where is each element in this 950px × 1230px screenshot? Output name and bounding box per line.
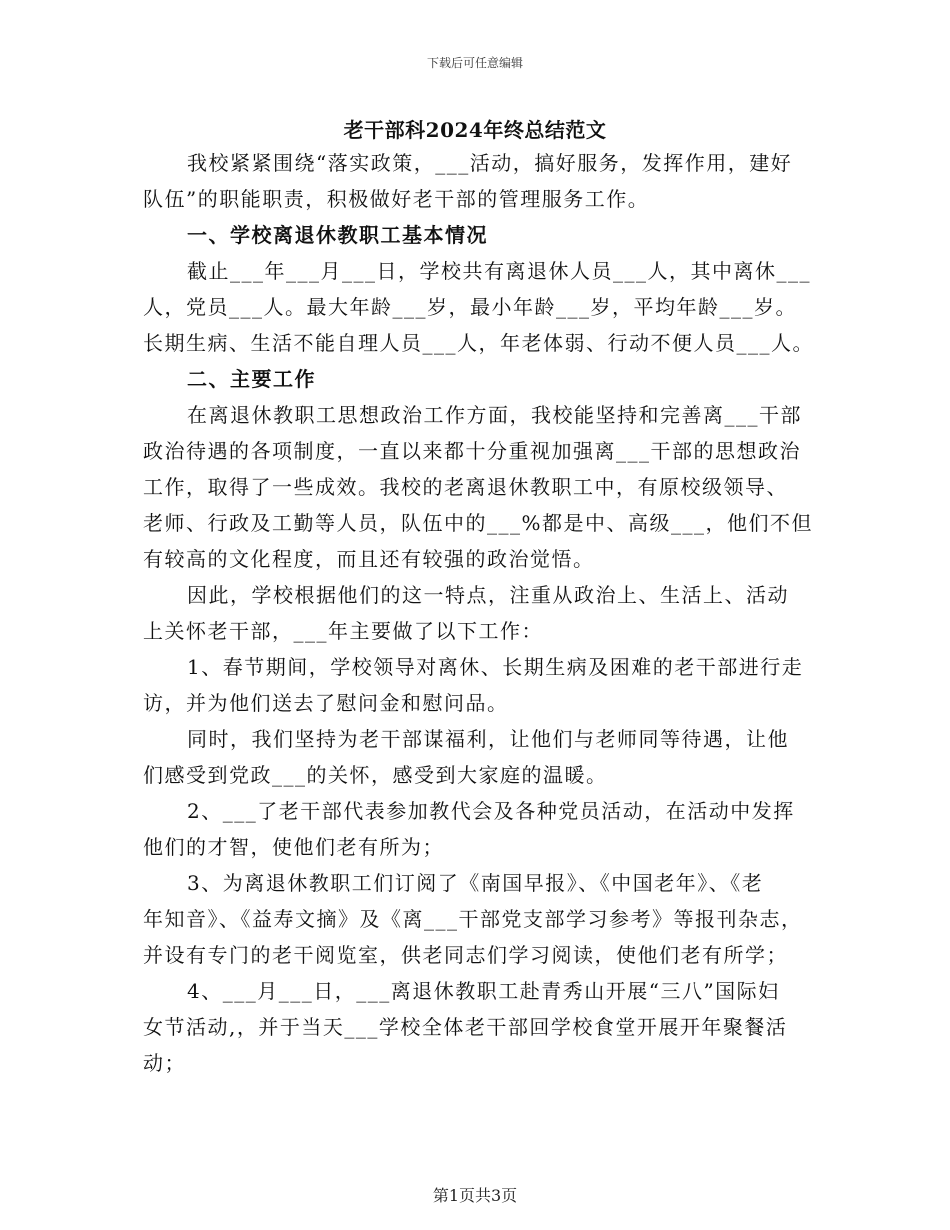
- paragraph-line: 动；: [143, 1051, 186, 1075]
- paragraph-line: 人，党员___人。最大年龄___岁，最小年龄___岁，平均年龄___岁。: [143, 295, 797, 319]
- paragraph-line: 政治待遇的各项制度，一直以来都十分重视加强离___干部的思想政治: [143, 439, 801, 463]
- paragraph-line: 因此，学校根据他们的这一特点，注重从政治上、生活上、活动: [187, 583, 789, 607]
- paragraph-line: 年知音》、《益寿文摘》及《离___干部党支部学习参考》等报刊杂志，: [143, 907, 803, 931]
- paragraph-line: 1、春节期间，学校领导对离休、长期生病及困难的老干部进行走: [187, 655, 804, 679]
- paragraph-line: 们感受到党政___的关怀，感受到大家庭的温暖。: [143, 763, 608, 787]
- document-title: 老干部科2024年终总结范文: [343, 118, 607, 142]
- paragraph-line: 并设有专门的老干阅览室，供老同志们学习阅读，使他们老有所学；: [143, 943, 788, 967]
- section-heading: 一、学校离退休教职工基本情况: [187, 223, 488, 247]
- paragraph-line: 女节活动,，并于当天___学校全体老干部回学校食堂开展开年聚餐活: [143, 1015, 788, 1039]
- paragraph-line: 3、为离退休教职工们订阅了《南国早报》、《中国老年》、《老: [187, 871, 764, 895]
- paragraph-line: 上关怀老干部，___年主要做了以下工作：: [143, 619, 543, 643]
- page-number: 第1页共3页: [432, 1186, 518, 1205]
- paragraph-line: 访，并为他们送去了慰问金和慰问品。: [143, 691, 509, 715]
- paragraph-line: 队伍”的职能职责，积极做好老干部的管理服务工作。: [143, 187, 650, 211]
- paragraph-line: 老师、行政及工勤等人员，队伍中的___%都是中、高级___，他们不但: [143, 511, 814, 535]
- paragraph-line: 有较高的文化程度，而且还有较强的政治觉悟。: [143, 547, 595, 571]
- paragraph-line: 他们的才智，使他们老有所为；: [143, 835, 444, 859]
- document-body: [143, 145, 815, 1081]
- paragraph-line: 截止___年___月___日，学校共有离退休人员___人，其中离休___: [187, 259, 811, 283]
- page-header-note: 下载后可任意编辑: [426, 56, 523, 70]
- paragraph-line: 工作，取得了一些成效。我校的老离退休教职工中，有原校级领导、: [143, 475, 788, 499]
- paragraph-line: 同时，我们坚持为老干部谋福利，让他们与老师同等待遇，让他: [187, 727, 789, 751]
- paragraph-line: 长期生病、生活不能自理人员___人，年老体弱、行动不便人员___人。: [143, 331, 814, 355]
- section-heading: 二、主要工作: [187, 367, 316, 391]
- paragraph-line: 我校紧紧围绕“落实政策，___活动，搞好服务，发挥作用，建好: [187, 151, 793, 175]
- paragraph-line: 在离退休教职工思想政治工作方面，我校能坚持和完善离___干部: [187, 403, 802, 427]
- paragraph-line: 4、___月___日，___离退休教职工赴青秀山开展“三八”国际妇: [187, 979, 780, 1003]
- paragraph-line: 2、___了老干部代表参加教代会及各种党员活动，在活动中发挥: [187, 799, 795, 823]
